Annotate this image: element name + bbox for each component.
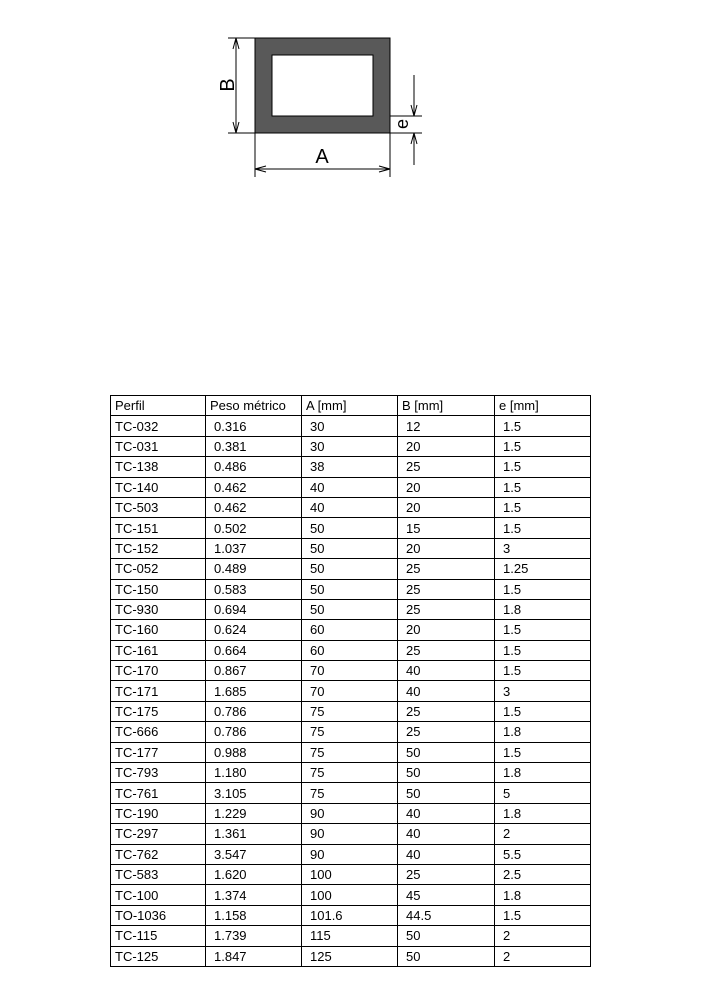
table-row — [111, 905, 591, 925]
cell-b-mm: 20 — [398, 620, 495, 640]
cell-a-mm: 75 — [302, 742, 398, 762]
table-row — [111, 559, 591, 579]
table-row — [111, 497, 591, 517]
cell-b-mm: 15 — [398, 518, 495, 538]
cell-peso-metrico: 1.180 — [206, 763, 302, 783]
cell-a-mm: 115 — [302, 926, 398, 946]
table-row — [111, 722, 591, 742]
cell-e-mm: 5 — [495, 783, 591, 803]
header-perfil: Perfil — [111, 396, 206, 416]
cell-peso-metrico: 0.786 — [206, 722, 302, 742]
header-b-mm: B [mm] — [398, 396, 495, 416]
cell-peso-metrico: 3.105 — [206, 783, 302, 803]
table-row — [111, 538, 591, 558]
table-row — [111, 620, 591, 640]
cell-peso-metrico: 1.620 — [206, 864, 302, 884]
cell-peso-metrico: 1.361 — [206, 824, 302, 844]
cell-b-mm: 25 — [398, 701, 495, 721]
header-a-mm: A [mm] — [302, 396, 398, 416]
cell-a-mm: 50 — [302, 518, 398, 538]
cell-a-mm: 50 — [302, 579, 398, 599]
cell-b-mm: 20 — [398, 497, 495, 517]
cell-perfil: TC-052 — [111, 559, 206, 579]
cell-peso-metrico: 1.037 — [206, 538, 302, 558]
label-b: B — [217, 78, 239, 92]
cell-peso-metrico: 0.489 — [206, 559, 302, 579]
table-row — [111, 599, 591, 619]
cell-e-mm: 1.5 — [495, 518, 591, 538]
cell-e-mm: 2 — [495, 926, 591, 946]
cell-a-mm: 100 — [302, 885, 398, 905]
cell-b-mm: 20 — [398, 477, 495, 497]
cell-e-mm: 1.8 — [495, 803, 591, 823]
rectangular-tube-diagram — [200, 25, 440, 185]
cell-perfil: TC-100 — [111, 885, 206, 905]
cell-a-mm: 30 — [302, 436, 398, 456]
cell-e-mm: 5.5 — [495, 844, 591, 864]
cell-perfil: TC-930 — [111, 599, 206, 619]
cell-b-mm: 50 — [398, 742, 495, 762]
cell-peso-metrico: 1.685 — [206, 681, 302, 701]
cell-b-mm: 40 — [398, 803, 495, 823]
cell-b-mm: 20 — [398, 436, 495, 456]
table-row — [111, 477, 591, 497]
cell-b-mm: 40 — [398, 844, 495, 864]
cell-a-mm: 40 — [302, 477, 398, 497]
cell-e-mm: 2.5 — [495, 864, 591, 884]
cell-a-mm: 90 — [302, 824, 398, 844]
cell-a-mm: 30 — [302, 416, 398, 436]
cell-e-mm: 1.8 — [495, 722, 591, 742]
table-row — [111, 518, 591, 538]
cell-peso-metrico: 1.847 — [206, 946, 302, 966]
table-row — [111, 681, 591, 701]
cell-e-mm: 1.5 — [495, 436, 591, 456]
cell-a-mm: 60 — [302, 620, 398, 640]
cell-b-mm: 25 — [398, 640, 495, 660]
table-row — [111, 824, 591, 844]
cell-perfil: TO-1036 — [111, 905, 206, 925]
cell-e-mm: 1.8 — [495, 763, 591, 783]
cell-b-mm: 40 — [398, 681, 495, 701]
cell-a-mm: 60 — [302, 640, 398, 660]
cell-perfil: TC-151 — [111, 518, 206, 538]
table-row — [111, 946, 591, 966]
cell-peso-metrico: 0.462 — [206, 497, 302, 517]
cell-b-mm: 50 — [398, 763, 495, 783]
cell-peso-metrico: 0.786 — [206, 701, 302, 721]
cell-a-mm: 70 — [302, 661, 398, 681]
table-row — [111, 742, 591, 762]
cell-peso-metrico: 0.694 — [206, 599, 302, 619]
cell-perfil: TC-160 — [111, 620, 206, 640]
cell-b-mm: 12 — [398, 416, 495, 436]
cell-perfil: TC-032 — [111, 416, 206, 436]
cell-peso-metrico: 1.739 — [206, 926, 302, 946]
table-body — [111, 416, 591, 967]
cell-e-mm: 1.5 — [495, 579, 591, 599]
cell-a-mm: 75 — [302, 722, 398, 742]
cell-e-mm: 1.5 — [495, 416, 591, 436]
cell-perfil: TC-171 — [111, 681, 206, 701]
cell-a-mm: 101.6 — [302, 905, 398, 925]
cell-perfil: TC-190 — [111, 803, 206, 823]
cell-e-mm: 1.25 — [495, 559, 591, 579]
cell-e-mm: 1.5 — [495, 905, 591, 925]
cell-peso-metrico: 0.316 — [206, 416, 302, 436]
cell-peso-metrico: 0.462 — [206, 477, 302, 497]
cell-e-mm: 1.5 — [495, 477, 591, 497]
label-a: A — [315, 146, 329, 168]
cell-b-mm: 40 — [398, 661, 495, 681]
cell-peso-metrico: 0.867 — [206, 661, 302, 681]
cell-perfil: TC-762 — [111, 844, 206, 864]
cell-perfil: TC-761 — [111, 783, 206, 803]
cell-b-mm: 20 — [398, 538, 495, 558]
cell-e-mm: 1.5 — [495, 640, 591, 660]
cell-perfil: TC-150 — [111, 579, 206, 599]
cell-perfil: TC-152 — [111, 538, 206, 558]
cell-b-mm: 40 — [398, 824, 495, 844]
cell-perfil: TC-170 — [111, 661, 206, 681]
cell-peso-metrico: 1.229 — [206, 803, 302, 823]
cell-e-mm: 1.8 — [495, 599, 591, 619]
cell-a-mm: 50 — [302, 599, 398, 619]
cell-b-mm: 25 — [398, 722, 495, 742]
cell-e-mm: 1.5 — [495, 661, 591, 681]
table-row — [111, 661, 591, 681]
cell-peso-metrico: 0.381 — [206, 436, 302, 456]
cell-b-mm: 45 — [398, 885, 495, 905]
cell-b-mm: 25 — [398, 457, 495, 477]
cell-perfil: TC-031 — [111, 436, 206, 456]
cell-perfil: TC-503 — [111, 497, 206, 517]
table-row — [111, 885, 591, 905]
cell-perfil: TC-583 — [111, 864, 206, 884]
table-row — [111, 579, 591, 599]
cell-peso-metrico: 0.583 — [206, 579, 302, 599]
cell-e-mm: 3 — [495, 538, 591, 558]
table-row — [111, 864, 591, 884]
cell-a-mm: 75 — [302, 701, 398, 721]
cell-perfil: TC-177 — [111, 742, 206, 762]
cell-a-mm: 90 — [302, 844, 398, 864]
table-row — [111, 436, 591, 456]
profile-table — [110, 395, 591, 967]
table-row — [111, 701, 591, 721]
cell-perfil: TC-297 — [111, 824, 206, 844]
cell-e-mm: 3 — [495, 681, 591, 701]
table-row — [111, 763, 591, 783]
cell-b-mm: 50 — [398, 946, 495, 966]
cell-a-mm: 125 — [302, 946, 398, 966]
table-row — [111, 844, 591, 864]
cell-a-mm: 75 — [302, 783, 398, 803]
cell-a-mm: 100 — [302, 864, 398, 884]
cell-perfil: TC-161 — [111, 640, 206, 660]
table-row — [111, 457, 591, 477]
cell-b-mm: 50 — [398, 926, 495, 946]
cell-perfil: TC-793 — [111, 763, 206, 783]
cell-perfil: TC-115 — [111, 926, 206, 946]
table-row — [111, 640, 591, 660]
cell-perfil: TC-175 — [111, 701, 206, 721]
cell-a-mm: 75 — [302, 763, 398, 783]
header-e-mm: e [mm] — [495, 396, 591, 416]
cell-b-mm: 44.5 — [398, 905, 495, 925]
cell-a-mm: 50 — [302, 559, 398, 579]
cell-peso-metrico: 1.374 — [206, 885, 302, 905]
cell-a-mm: 50 — [302, 538, 398, 558]
table-row — [111, 803, 591, 823]
cell-peso-metrico: 0.988 — [206, 742, 302, 762]
cell-peso-metrico: 0.624 — [206, 620, 302, 640]
label-e: e — [392, 118, 412, 130]
cell-a-mm: 90 — [302, 803, 398, 823]
cell-e-mm: 1.5 — [495, 457, 591, 477]
cell-e-mm: 2 — [495, 946, 591, 966]
cell-b-mm: 25 — [398, 864, 495, 884]
cell-e-mm: 1.5 — [495, 742, 591, 762]
cell-b-mm: 25 — [398, 579, 495, 599]
cell-peso-metrico: 0.486 — [206, 457, 302, 477]
cell-perfil: TC-138 — [111, 457, 206, 477]
cell-a-mm: 38 — [302, 457, 398, 477]
cell-b-mm: 50 — [398, 783, 495, 803]
table-header-row — [111, 396, 591, 416]
cell-b-mm: 25 — [398, 559, 495, 579]
header-peso-metrico: Peso métrico — [206, 396, 302, 416]
cell-perfil: TC-125 — [111, 946, 206, 966]
cell-e-mm: 1.5 — [495, 620, 591, 640]
cell-a-mm: 70 — [302, 681, 398, 701]
cell-peso-metrico: 3.547 — [206, 844, 302, 864]
cell-e-mm: 1.5 — [495, 497, 591, 517]
cell-peso-metrico: 0.664 — [206, 640, 302, 660]
cell-peso-metrico: 1.158 — [206, 905, 302, 925]
cell-perfil: TC-666 — [111, 722, 206, 742]
cell-e-mm: 1.5 — [495, 701, 591, 721]
table-row — [111, 926, 591, 946]
table-row — [111, 783, 591, 803]
cell-a-mm: 40 — [302, 497, 398, 517]
cell-e-mm: 2 — [495, 824, 591, 844]
table-row — [111, 416, 591, 436]
cell-e-mm: 1.8 — [495, 885, 591, 905]
tube-inner-outline — [272, 55, 373, 116]
cell-perfil: TC-140 — [111, 477, 206, 497]
cell-peso-metrico: 0.502 — [206, 518, 302, 538]
cell-b-mm: 25 — [398, 599, 495, 619]
